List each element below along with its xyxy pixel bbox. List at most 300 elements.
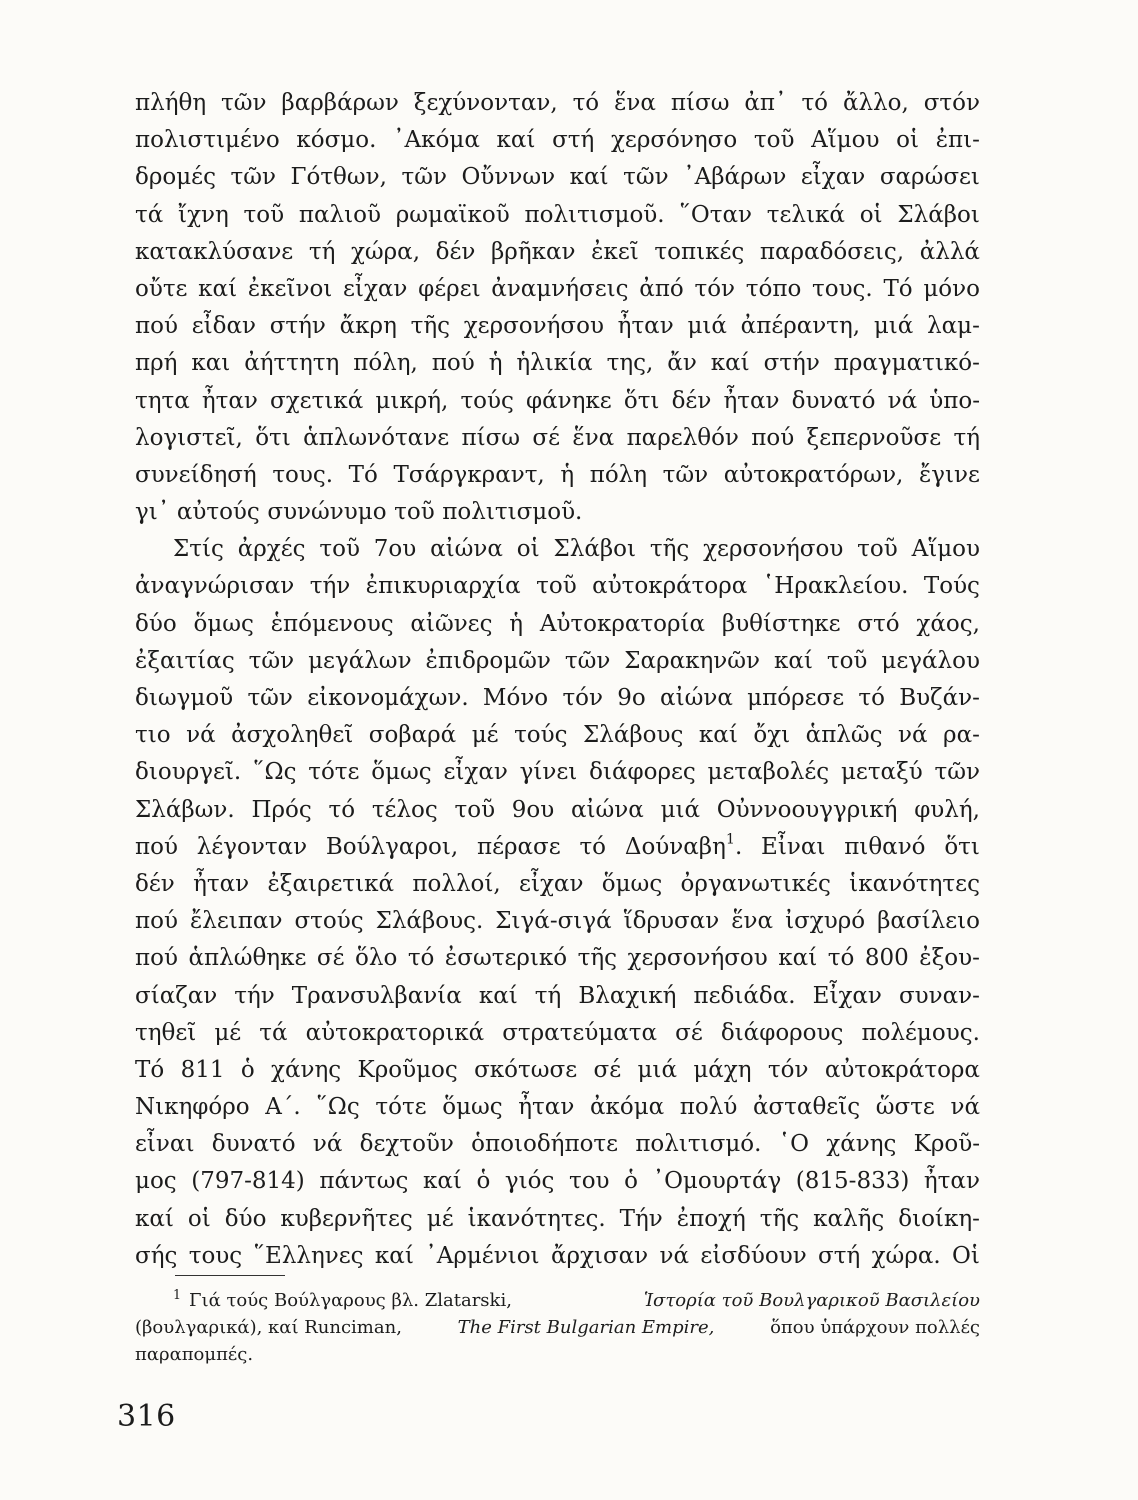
word: εἶχαν [519, 870, 584, 897]
text-line [135, 1052, 980, 1089]
footnote-content-1 [173, 1287, 512, 1314]
footnote-line-1 [135, 1287, 980, 1314]
footnote-text: Γιά τούς Βούλγαρους βλ. Zlatarski, [189, 1290, 512, 1311]
footnote-ref-mark: 1 [725, 831, 735, 848]
text-line [135, 531, 980, 568]
text-line [135, 903, 980, 940]
word: καί [773, 647, 813, 674]
word: νά [659, 1242, 690, 1269]
footnote-text: παραπομπές. [135, 1344, 254, 1365]
word: ἀσχοληθεῖ [231, 722, 354, 749]
word: ἔγινε [918, 461, 980, 488]
word: πραγματικό- [833, 350, 980, 377]
word: τέλος [371, 796, 438, 823]
word: μάχη [693, 1056, 752, 1083]
word: πού [751, 424, 795, 451]
text-line [135, 606, 980, 643]
word: αἰώνα [660, 685, 733, 711]
word: δρομές [135, 164, 216, 191]
word: δύο [135, 610, 177, 637]
word: συνείδησή [135, 461, 257, 488]
word: Τό [348, 461, 378, 488]
text-line [135, 122, 980, 159]
word: τά [135, 201, 164, 228]
word: και [191, 350, 231, 377]
text-line [135, 978, 980, 1015]
word: δύο [224, 1205, 267, 1232]
word: Κροῦμος [357, 1056, 458, 1083]
word: τό [407, 945, 435, 972]
word: σέ [593, 1056, 622, 1083]
word: τηθεῖ [135, 1019, 197, 1046]
word: στόν [923, 90, 980, 116]
text-line [135, 568, 980, 605]
word: σέ [316, 945, 345, 972]
word: μπόρεσε [747, 685, 845, 711]
word: αὐτοκράτορα [592, 573, 748, 600]
word: στό [857, 610, 900, 637]
word: οἱ [187, 1205, 211, 1232]
word: βασίλειο [877, 908, 980, 935]
word: νά [950, 1094, 980, 1121]
word: Τρανσυλβανία [291, 982, 462, 1009]
word: πού [135, 833, 178, 860]
footnote-book-title: The First Bulgarian Empire, [457, 1317, 715, 1338]
word: εἶναι [135, 1131, 195, 1158]
word: νά [887, 387, 918, 414]
word: 9ο [617, 685, 646, 711]
word: τοῦ [857, 536, 898, 563]
word: τό [801, 90, 829, 116]
word: ἦταν [201, 387, 258, 414]
word: Βούλγαροι, [325, 833, 459, 860]
word: ὅμως [442, 1094, 503, 1121]
word: καί [422, 1168, 462, 1195]
word: Τό [135, 1056, 165, 1083]
word: βρῆκαν [491, 238, 576, 265]
word: ἄν [667, 350, 697, 377]
word: ᾽Αρμένιοι [425, 1242, 540, 1269]
word: ἦταν [518, 1094, 575, 1121]
word: τόν [767, 1056, 809, 1083]
word: μιά [873, 313, 914, 340]
word: καί [478, 982, 518, 1009]
word: Εἶχαν [812, 982, 882, 1009]
word: ἕνα [731, 908, 774, 935]
text-line [135, 717, 980, 754]
text-line [135, 1015, 980, 1052]
word: αἰώνα [430, 536, 503, 563]
word: ἵδρυσαν [623, 908, 720, 935]
word: τῶν [230, 164, 276, 191]
word: τούς [460, 387, 514, 414]
word: διωγμοῦ [135, 685, 234, 711]
word: μέ [426, 1205, 454, 1232]
word: στή [818, 1242, 861, 1269]
word: τή [534, 982, 562, 1009]
word: αὐτοκρατόρων, [723, 461, 904, 488]
word: τότε [308, 759, 360, 786]
word: ὅμως [601, 870, 663, 897]
word: ἄλλο, [842, 90, 909, 116]
word: τοῦ [243, 201, 285, 228]
word: νά [312, 1131, 343, 1158]
word: ἀκόμα [589, 1094, 665, 1121]
text-line [135, 754, 980, 791]
word: τήν [234, 982, 275, 1009]
word: Α΄. [265, 1094, 301, 1121]
word: βυθίστηκε [721, 610, 841, 637]
word: εἶδαν [191, 313, 256, 340]
word: παλιοῦ [298, 201, 381, 228]
word: καί [569, 164, 609, 191]
word: ῞Ελληνες [253, 1242, 364, 1269]
word: εἶχαν [443, 759, 508, 786]
word: μιά [687, 313, 727, 340]
text-line [135, 680, 980, 717]
word: ἡ [560, 461, 575, 488]
word: τῆς [759, 1205, 800, 1232]
word: τόπο [745, 275, 802, 302]
word: γιός [504, 1168, 555, 1195]
word: πού [135, 313, 178, 340]
word: οἱ [859, 201, 883, 228]
word: οἱ [516, 536, 540, 563]
footnote-line-3 [135, 1341, 980, 1368]
word: καί [778, 945, 818, 972]
word: κόσμο. [296, 127, 377, 154]
word: Μόνο [482, 685, 549, 711]
word: ᾽Ομουρτάγ [652, 1168, 782, 1195]
word: καί [135, 1205, 174, 1232]
word: Τσάργκραντ, [393, 461, 545, 488]
word: τελικά [766, 201, 845, 228]
text-line [135, 940, 980, 977]
word: καί [710, 350, 750, 377]
word: Τήν [619, 1205, 663, 1232]
word: πέρασε [476, 833, 561, 860]
word: τοῦ [394, 499, 435, 526]
word: λογιστεῖ, [135, 424, 243, 451]
word: ἦταν [617, 313, 674, 340]
word: Σαρακηνῶν [624, 647, 761, 674]
footnote [135, 1287, 980, 1368]
word: ὅμως [371, 759, 432, 786]
word: ἀσταθεῖς [752, 1094, 861, 1121]
word: λαμ- [927, 313, 980, 340]
word: ἄκρη [339, 313, 397, 340]
word: ἦταν [923, 1168, 980, 1195]
word: λέγονταν [196, 833, 308, 860]
word: πάντως [319, 1168, 409, 1195]
word: πού [431, 350, 475, 377]
word: Αἵμου [911, 536, 980, 563]
text-line [135, 345, 980, 382]
footnote-book-title: Ἱστορία τοῦ Βουλγαρικοῦ Βασιλείου [643, 1290, 980, 1311]
word: τό [328, 796, 356, 823]
word: ἐπικυριαρχία [365, 573, 521, 600]
word: ἡλικία [516, 350, 593, 377]
word: τῆς [410, 313, 450, 340]
word: φάνηκε [526, 387, 612, 414]
word: ἀπό [639, 275, 684, 302]
word: τά [259, 1019, 288, 1046]
footnote-text: (βουλγαρικά), καί Runciman, [135, 1317, 402, 1338]
word: τόν [562, 685, 603, 711]
word: τῶν [247, 685, 293, 711]
word: ἀρχές [237, 536, 306, 563]
word: ἕνα [572, 424, 615, 451]
word: ἐπι- [935, 127, 980, 154]
word: ὅτι [944, 833, 980, 860]
word: δέν [671, 387, 712, 414]
word: ᾽Ακόμα [393, 127, 480, 154]
word: τούς [514, 722, 568, 749]
word: (797-814) [191, 1168, 305, 1195]
word: ἡ [488, 350, 503, 377]
word: χερσονήσου [463, 313, 604, 340]
word: πού [135, 945, 178, 972]
text-line [135, 643, 980, 680]
word: τῆς [577, 945, 618, 972]
word: στρατεύματα [502, 1019, 658, 1046]
word: σής [135, 1242, 178, 1269]
word: ἄρχισαν [550, 1242, 649, 1269]
word: χερσονήσου [627, 945, 768, 972]
text-line [135, 159, 980, 196]
word: ῞Οταν [679, 201, 752, 228]
word: Εἶναι [761, 833, 826, 860]
word: ἱκανότητες. [467, 1205, 606, 1232]
word: ἀναμνήσεις [491, 275, 629, 302]
word: ἀπέραντη, [740, 313, 861, 340]
word: τους. [272, 461, 334, 488]
word: ἀναγνώρισαν [135, 573, 295, 600]
word: ἴχνη [178, 201, 229, 228]
word: πολιστιμένο [135, 127, 280, 154]
word: μικρή, [375, 387, 449, 414]
word: ὅλο [355, 945, 398, 972]
word: καί [698, 722, 738, 749]
text-line [135, 1089, 980, 1126]
word: στούς [294, 908, 364, 935]
word: Κροῦ- [913, 1131, 980, 1158]
word: ἦταν [193, 870, 250, 897]
word: καλῆς [813, 1205, 885, 1232]
word: τοῦ [536, 573, 577, 600]
word: ῾Ο [778, 1131, 810, 1158]
word: μεταξύ [840, 759, 923, 786]
main-text [135, 85, 980, 1275]
word: τό [579, 833, 607, 860]
word: Σλάβους. [375, 908, 484, 935]
word: αἰώνα [571, 796, 644, 823]
word: ἐποχή [676, 1205, 746, 1232]
word: γίνει [519, 759, 578, 786]
word: τῶν [662, 461, 709, 488]
word: Σιγά-σιγά [495, 908, 612, 935]
word: τῶν [221, 90, 267, 116]
word: Οὐννοουγγρική [716, 796, 898, 823]
word: τῶν [401, 164, 447, 191]
word: Οὔννων [461, 164, 556, 191]
word: εἰσδύουν [700, 1242, 807, 1269]
word: ῞Ως [316, 1094, 360, 1121]
word: χάνης [826, 1131, 897, 1158]
word: μος [135, 1168, 177, 1195]
word: τους [188, 1242, 243, 1269]
word: ἐξαιτίας [135, 647, 235, 674]
word: αἰῶνες [410, 610, 493, 637]
word: φέρει [418, 275, 481, 302]
text-line [135, 1238, 980, 1275]
word: ὑπο- [929, 387, 980, 414]
word: διουργεῖ. [135, 759, 242, 786]
word: Τό [883, 275, 913, 302]
word: ἑπόμενους [270, 610, 394, 637]
word: τοῦ [319, 536, 360, 563]
word: ἁπλωνότανε [303, 424, 450, 451]
word: αὐτούς [176, 499, 260, 526]
word: Αὐτοκρατορία [539, 610, 706, 637]
word: πολλοί, [412, 870, 501, 897]
word: Στίς [173, 536, 224, 563]
footnote-mark: 1 [173, 1287, 182, 1303]
word: τοῦ [454, 796, 496, 823]
word: εἶχαν [800, 164, 866, 191]
word: πολιτισμοῦ. [442, 499, 583, 526]
word: Σλάβοι [553, 536, 637, 563]
word: Βλαχική [578, 982, 677, 1009]
word: σέ [532, 424, 561, 451]
word: δυνατό [211, 1131, 296, 1158]
word: χάος, [916, 610, 980, 637]
word: Τούς [923, 573, 980, 600]
word: τιο [135, 722, 171, 749]
word: ἦταν [723, 387, 780, 414]
word: διάφορες [589, 759, 696, 786]
word: μόνο [923, 275, 980, 302]
text-line [135, 866, 980, 903]
word: Αἵμου [811, 127, 880, 154]
word: 811 [180, 1056, 225, 1083]
word: σχετικά [270, 387, 364, 414]
word: σκότωσε [474, 1056, 578, 1083]
word: κυβερνῆτες [280, 1205, 413, 1232]
word: τό [572, 90, 600, 116]
text-line [135, 829, 980, 866]
word: βαρβάρων [281, 90, 399, 116]
word: τό [827, 945, 855, 972]
word: ἐσωτερικό [444, 945, 568, 972]
word: τότε [375, 1094, 427, 1121]
word: Δούναβη$^1$. [624, 831, 743, 860]
word: ὥστε [875, 1094, 935, 1121]
word: Νικηφόρο [135, 1094, 250, 1121]
word: τῶν [623, 164, 669, 191]
word: ἰσχυρό [785, 908, 866, 935]
word: ὅτι [623, 387, 660, 414]
word: εἶχαν [343, 275, 408, 302]
word: ῞Ως [253, 759, 297, 786]
word: πρή [135, 350, 178, 377]
word: τήν [309, 573, 351, 600]
word: πολύ [679, 1094, 738, 1121]
word: σοβαρά [368, 722, 457, 749]
word: ὁποιοδήποτε [471, 1131, 619, 1158]
word: ξεχύνονταν, [413, 90, 558, 116]
word: οἱ [896, 127, 920, 154]
word: οὔτε [135, 275, 188, 302]
word: καί [374, 1242, 414, 1269]
word: εἰκονομάχων. [307, 685, 469, 711]
word: γι᾽ [135, 499, 170, 526]
word: καί [496, 127, 536, 154]
word: τοπικές [654, 238, 745, 265]
word: τοῦ [753, 127, 795, 154]
footnote-divider [175, 1275, 285, 1276]
word: δυνατό [791, 387, 876, 414]
word: τητα [135, 387, 190, 414]
word: ᾽Αβάρων [683, 164, 787, 191]
word: 800 [864, 945, 909, 972]
word: ῾Ηρακλείου. [762, 573, 909, 600]
word: ἔλειπαν [189, 908, 283, 935]
word: ἱκανότητες [849, 870, 980, 897]
word: Οἱ [952, 1242, 980, 1269]
word: τή [308, 238, 336, 265]
text-line [135, 457, 980, 494]
text-line [135, 494, 980, 531]
word: στήν [763, 350, 820, 377]
word: ἐπιδρομῶν [425, 647, 551, 674]
text-line [135, 1201, 980, 1238]
word: της, [606, 350, 654, 377]
word: Σλάβοι [897, 201, 980, 228]
word: χερσόνησο [610, 127, 738, 154]
word: 7ου [373, 536, 417, 563]
word: ὅμως [193, 610, 254, 637]
word: καί [198, 275, 238, 302]
word: τῶν [934, 759, 980, 786]
word: πεδιάδα. [693, 982, 796, 1009]
text-line [135, 85, 980, 122]
word: ἐξου- [919, 945, 980, 972]
word: ὅτι [255, 424, 291, 451]
text-line [135, 234, 980, 271]
word: τῶν [564, 647, 611, 674]
text-line [135, 271, 980, 308]
word: 9ου [511, 796, 555, 823]
word: ὁ [624, 1168, 638, 1195]
word: κατακλύσανε [135, 238, 294, 265]
word: ὀργανωτικές [680, 870, 831, 897]
word: χάνης [271, 1056, 342, 1083]
word: μιά [660, 796, 701, 823]
word: τοῦ [826, 647, 868, 674]
word: πολιτισμοῦ. [524, 201, 665, 228]
word: πίσω [670, 90, 730, 116]
word: συνώνυμο [267, 499, 387, 526]
word: σαρώσει [879, 164, 980, 191]
word: ρα- [943, 722, 980, 749]
word: χώρα, [350, 238, 421, 265]
text-line [135, 308, 980, 345]
word: μιά [637, 1056, 677, 1083]
word: δεχτοῦν [359, 1131, 454, 1158]
footnote-line-2 [135, 1314, 980, 1341]
text-line [135, 1126, 980, 1163]
